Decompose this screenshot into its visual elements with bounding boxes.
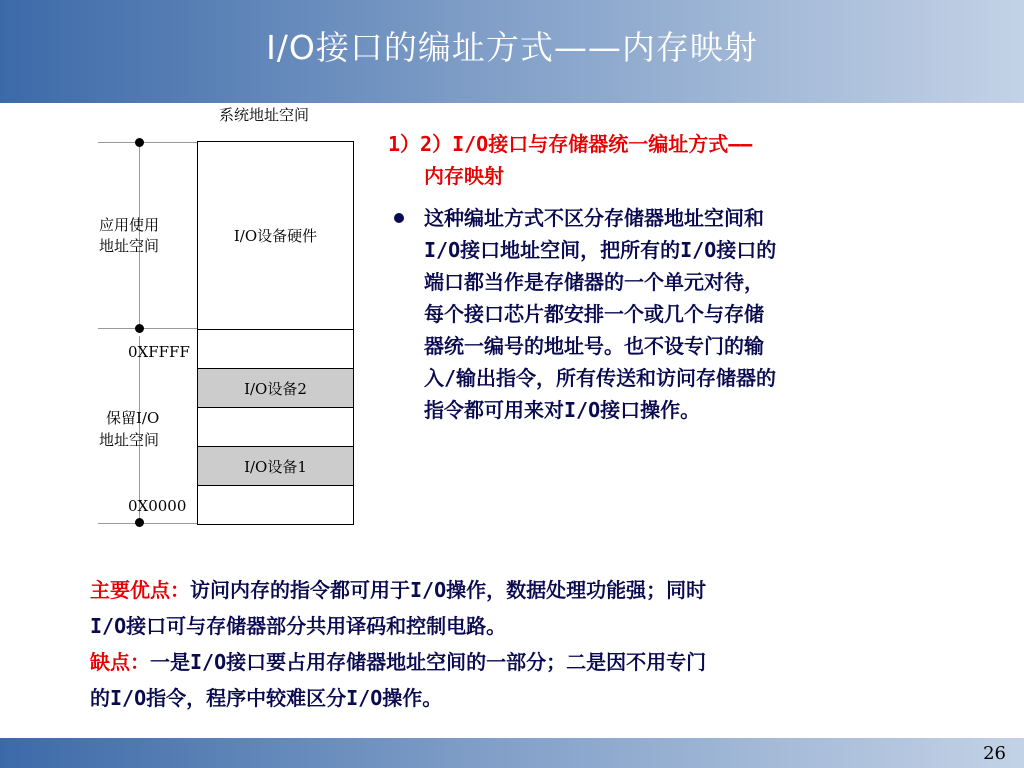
disadvantages-label: 缺点： <box>90 650 150 674</box>
reserved-space-label-line1: 保留I/O <box>106 409 160 427</box>
address-low-label: 0X0000 <box>128 497 187 515</box>
page-number: 26 <box>983 743 1006 764</box>
advantages-line1 <box>90 572 970 608</box>
advantages-text-2: I/O接口可与存储器部分共用译码和控制电路。 <box>90 614 507 638</box>
method-heading-line1: 1）2）I/O接口与存储器统一编址方式—— <box>388 132 753 156</box>
io-device-1-label: I/O设备1 <box>244 457 307 476</box>
empty-block-2 <box>197 407 354 447</box>
advantages-label: 主要优点： <box>90 578 190 602</box>
io-device-2-block <box>197 368 354 408</box>
bullet-line: 这种编址方式不区分存储器地址空间和 <box>424 206 764 230</box>
address-space-diagram <box>0 103 380 543</box>
advantages-text-1: 访问内存的指令都可用于I/O操作，数据处理功能强；同时 <box>190 578 707 602</box>
disadvantages-text-2: 的I/O指令，程序中较难区分I/O操作。 <box>90 686 443 710</box>
bullet-line: I/O接口地址空间，把所有的I/O接口的 <box>424 238 777 262</box>
marker-dot-top <box>135 138 144 147</box>
reserved-space-label-line2: 地址空间 <box>99 431 160 449</box>
bullet-line: 每个接口芯片都安排一个或几个与存储 <box>424 302 764 326</box>
method-heading-line2: 内存映射 <box>424 164 504 188</box>
guide-line-bottom <box>98 523 197 524</box>
bracket-line-lower <box>139 336 140 522</box>
address-high-label: 0XFFFF <box>128 343 190 361</box>
explanation-panel <box>388 128 948 426</box>
app-hardware-block <box>197 141 354 330</box>
io-device-1-block <box>197 446 354 486</box>
bullet-line: 指令都可用来对I/O接口操作。 <box>424 398 701 422</box>
marker-dot-mid <box>135 324 144 333</box>
disadvantages-text-1: 一是I/O接口要占用存储器地址空间的一部分；二是因不用专门 <box>150 650 707 674</box>
empty-block-3 <box>197 485 354 525</box>
marker-dot-bottom <box>135 518 144 527</box>
bullet-paragraph <box>388 202 948 426</box>
footer-bar <box>0 738 1024 768</box>
slide-title: I/O接口的编址方式——内存映射 <box>266 28 758 67</box>
app-space-label-line2: 地址空间 <box>99 237 160 255</box>
pros-cons-section <box>90 572 970 716</box>
guide-line-top <box>98 142 197 143</box>
bullet-line: 器统一编号的地址号。也不设专门的输 <box>424 334 764 358</box>
system-address-space-label: 系统地址空间 <box>219 106 310 124</box>
method-heading <box>388 128 948 192</box>
io-device-2-label: I/O设备2 <box>244 379 307 398</box>
empty-block-1 <box>197 329 354 369</box>
app-space-label-line1: 应用使用 <box>99 216 160 234</box>
bullet-line: 端口都当作是存储器的一个单元对待， <box>424 270 764 294</box>
bullet-line: 入/输出指令，所有传送和访问存储器的 <box>424 366 777 390</box>
disadvantages-line1 <box>90 644 970 680</box>
app-hardware-block-label: I/O设备硬件 <box>233 227 318 245</box>
guide-line-mid <box>98 328 197 329</box>
bullet-icon <box>394 213 404 223</box>
